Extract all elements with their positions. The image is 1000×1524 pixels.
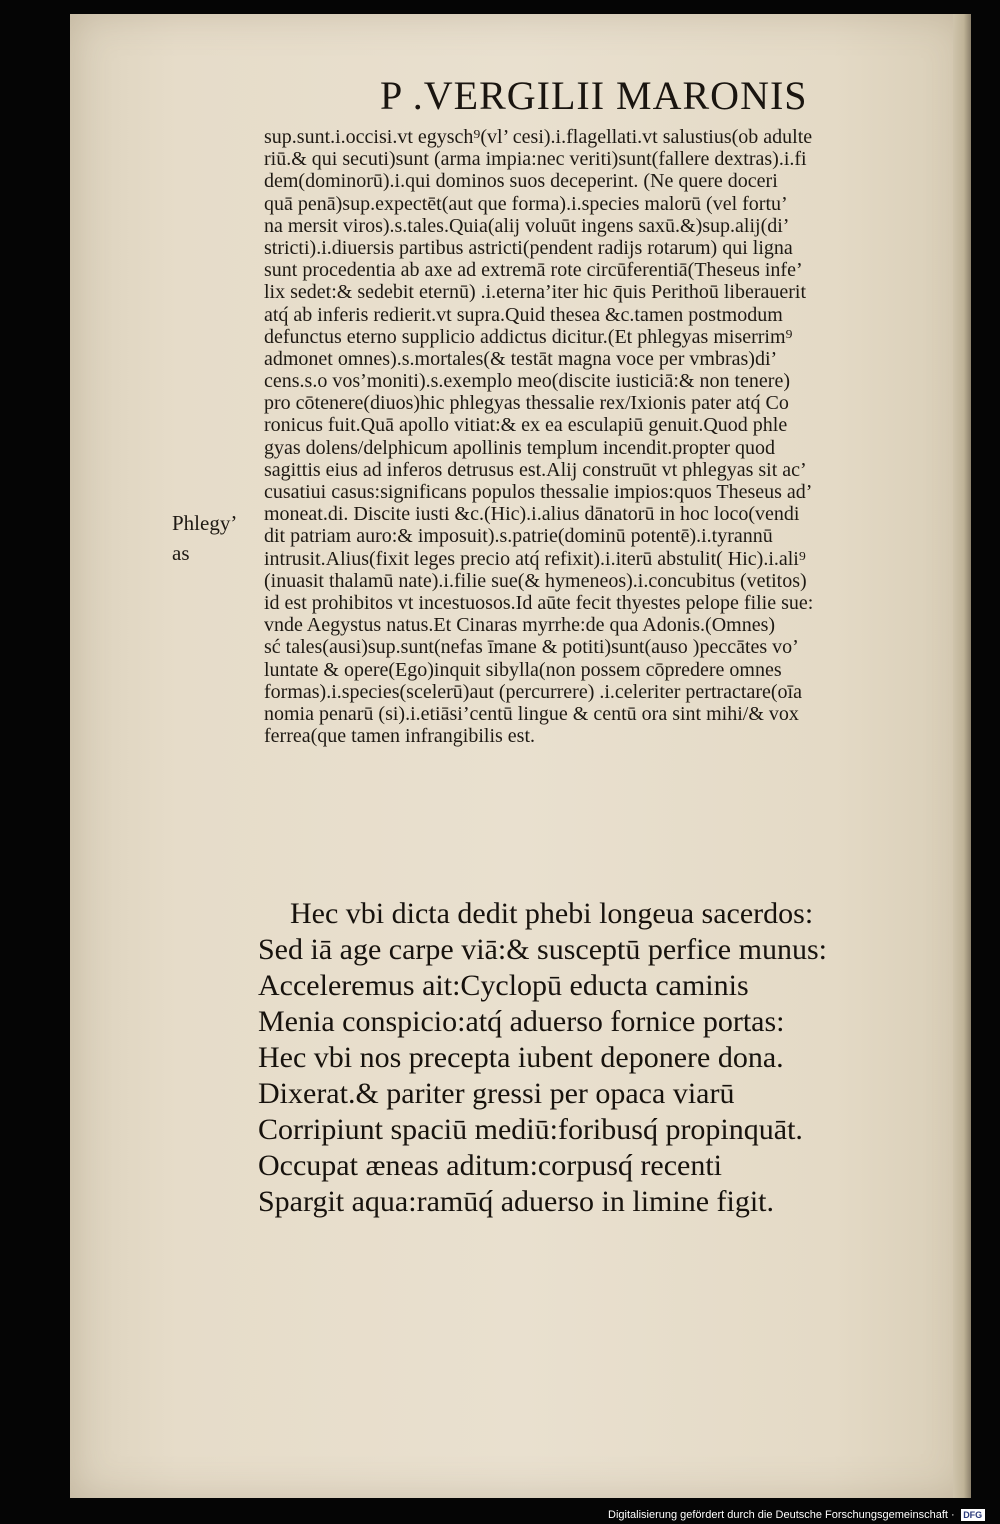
commentary-line: dit patriam auro:& imposuit).s.patrie(dominū potentē).i.tyrannū [264,525,773,548]
commentary-line: riū.& qui secuti)sunt (arma impia:nec veriti)sunt(fallere dextras).i.fi [264,148,807,171]
commentary-line: sć tales(ausi)sup.sunt(nefas īmane & potiti)sunt(auso )peccātes vo’ [264,636,799,659]
commentary-line: ronicus fuit.Quā apollo vitiat:& ex ea esculapiū genuit.Quod phle [264,414,788,437]
commentary-line: id est prohibitos vt incestuosos.Id aūte fecit thyestes pelope filie sue: [264,591,814,614]
commentary-line: admonet omnes).s.mortales(& testāt magna voce per vmbras)di’ [264,347,778,370]
commentary-line: dem(dominorū).i.qui dominos suos deceperint. (Ne quere doceri [264,170,778,193]
verse-line: Dixerat.& pariter gressi per opaca viarū [258,1077,735,1110]
commentary-line: (inuasit thalamū nate).i.filie sue(& hymeneos).i.concubitus (vetitos) [264,569,807,592]
verse-line: Occupat æneas aditum:corpusq́ recenti [258,1149,723,1182]
running-header: P .VERGILII MARONIS [380,73,808,118]
dfg-logo-icon: DFG [961,1509,985,1521]
commentary-line: gyas dolens/delphicum apollinis templum incendit.propter quod [264,436,776,459]
commentary-line: moneat.di. Discite iusti &c.(Hic).i.alius dānatorū in hoc loco(vendi [264,503,800,526]
verse-line: Hec vbi nos precepta iubent deponere dona. [258,1041,784,1074]
verse-line: Menia conspicio:atq́ aduerso fornice portas: [258,1005,785,1038]
verse-line: Sed iā age carpe viā:& susceptū perfice munus: [258,933,827,966]
commentary-line: luntate & opere(Ego)inquit sibylla(non possem cōpredere omnes [264,658,782,681]
commentary-line: formas).i.species(scelerū)aut (percurrere) .i.celeriter pertractare(oīa [264,680,802,703]
commentary-line: sunt procedentia ab axe ad extremā rote circūferentiā(Theseus infe’ [264,259,803,282]
margin-note-line: Phlegy’ [172,511,238,535]
commentary-line: atq́ ab inferis redierit.vt supra.Quid thesea &c.tamen postmodum [264,303,783,326]
verse-line: Corripiunt spaciū mediū:foribusq́ propinquāt. [258,1113,803,1146]
commentary-line: quā penā)sup.expectēt(aut que forma).i.species malorū (vel fortu’ [264,192,788,215]
commentary-line: na mersit viros).s.tales.Quia(alij voluūt ingens saxū.&)sup.alij(di’ [264,214,790,237]
commentary-line: nomia penarū (si).i.etiāsi’centū lingue & centū ora sint mihi/& vox [264,702,799,725]
commentary-line: cusatiui casus:significans populos thessalie impios:quos Theseus ad’ [264,481,813,503]
commentary-line: intrusit.Alius(fixit leges precio atq́ refixit).i.iterū abstulit( Hic).i.ali⁹ [264,547,806,570]
verse-block [258,896,948,1220]
verse-line: Acceleremus ait:Cyclopū educta caminis [258,969,749,1002]
commentary-block [264,126,954,747]
margin-note [172,508,262,568]
margin-note-line: as [172,541,190,565]
verse-line: Hec vbi dicta dedit phebi longeua sacerdos: [290,897,814,930]
commentary-line: ferrea(que tamen infrangibilis est. [264,725,535,748]
commentary-line: sagittis eius ad inferos detrusus est.Alij construūt vt phlegyas sit ac’ [264,458,807,481]
commentary-line: defunctus eterno supplicio addictus dicitur.(Et phlegyas miserrim⁹ [264,325,793,348]
digitization-footer [608,1508,985,1522]
commentary-line: pro cōtenere(diuos)hic phlegyas thessalie rex/Ixionis pater atq́ Co [264,392,789,415]
commentary-line: sup.sunt.i.occisi.vt egysch⁹(vl’ cesi).i.flagellati.vt salustius(ob adulte [264,126,813,148]
commentary-line: lix sedet:& sedebit eternū) .i.eterna’iter hic q̄uis Perithoū liberauerit [264,281,807,304]
commentary-line: stricti).i.diuersis partibus astricti(pendent radijs rotarum) qui ligna [264,236,793,259]
commentary-line: vnde Aegystus natus.Et Cinaras myrrhe:de qua Adonis.(Omnes) [264,614,776,637]
page-edge [953,14,971,1498]
verse-line: Spargit aqua:ramūq́ aduerso in limine figit. [258,1185,775,1218]
commentary-line: cens.s.o vos’moniti).s.exemplo meo(discite iusticiā:& non tenere) [264,370,790,393]
footer-credit: Digitalisierung gefördert durch die Deutsche Forschungsgemeinschaft · [608,1509,955,1521]
